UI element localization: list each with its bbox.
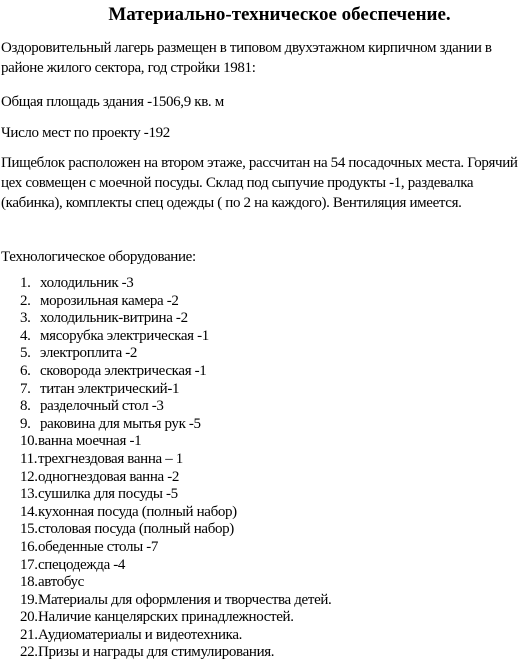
list-item-number: 6. (20, 362, 31, 379)
list-item-number: 12. (20, 468, 38, 485)
list-item-number: 7. (20, 380, 31, 397)
area-paragraph: Общая площадь здания -1506,9 кв. м (1, 94, 224, 110)
equipment-list-item (0, 398, 521, 416)
equipment-list-item (0, 381, 521, 399)
list-item-text: разделочный стол -3 (40, 398, 164, 415)
list-item-text: морозильная камера -2 (40, 292, 179, 309)
list-item-number: 10. (20, 433, 38, 450)
list-item-number: 9. (20, 415, 31, 432)
list-item-text: холодильник -3 (40, 275, 134, 291)
list-item-number: 13. (20, 486, 38, 503)
equipment-heading: Технологическое оборудование: (1, 249, 196, 265)
equipment-list-item (0, 574, 521, 592)
list-item-text: обеденные столы -7 (38, 538, 159, 555)
food-block-paragraph: Пищеблок расположен на втором этаже, рассчитан на 54 посадочных места. Горячий цех совмещен с моечной посуды. Склад под сыпучие продукты -1, раздевалка (кабинка), комплекты спец одежды ( по 2 на каждого). Вентиляция имеется. (1, 155, 518, 211)
list-item-number: 5. (20, 345, 31, 362)
list-item-number: 1. (20, 275, 31, 291)
list-item-number: 20. (20, 609, 38, 626)
list-item-text: Материалы для оформления и творчества детей. (38, 591, 332, 608)
list-item-text: спецодежда -4 (38, 556, 126, 573)
equipment-list-item (0, 627, 521, 645)
equipment-list-item (0, 539, 521, 557)
list-item-number: 8. (20, 398, 31, 415)
equipment-list-item (0, 328, 521, 346)
equipment-list-item (0, 592, 521, 610)
equipment-list-item (0, 486, 521, 504)
list-item-text: Наличие канцелярских принадлежностей. (38, 609, 294, 626)
equipment-list-item (0, 433, 521, 451)
list-item-number: 15. (20, 521, 38, 538)
equipment-list (0, 275, 521, 662)
list-item-text: ванна моечная -1 (38, 433, 142, 450)
equipment-list-item (0, 557, 521, 575)
equipment-list-item (0, 469, 521, 487)
equipment-list-item (0, 609, 521, 627)
list-item-number: 16. (20, 538, 38, 555)
list-item-text: кухонная посуда (полный набор) (38, 503, 237, 520)
equipment-list-item (0, 451, 521, 469)
equipment-list-item (0, 310, 521, 328)
list-item-text: сковорода электрическая -1 (40, 362, 207, 379)
seats-paragraph: Число мест по проекту -192 (1, 125, 170, 141)
equipment-list-item (0, 363, 521, 381)
list-item-text: столовая посуда (полный набор) (38, 521, 234, 538)
list-item-number: 21. (20, 626, 38, 643)
equipment-list-item (0, 504, 521, 522)
list-item-text: Аудиоматериалы и видеотехника. (38, 626, 243, 643)
list-item-number: 14. (20, 503, 38, 520)
list-item-number: 4. (20, 327, 31, 344)
list-item-text: холодильник-витрина -2 (40, 310, 188, 327)
list-item-text: автобус (38, 574, 84, 591)
list-item-number: 22. (20, 644, 38, 661)
list-item-number: 3. (20, 310, 31, 327)
list-item-number: 18. (20, 574, 38, 591)
list-item-text: сушилка для посуды -5 (38, 486, 178, 503)
list-item-number: 11. (20, 450, 38, 467)
list-item-text: раковина для мытья рук -5 (40, 415, 201, 432)
list-item-text: титан электрический-1 (40, 380, 180, 397)
list-item-number: 17. (20, 556, 38, 573)
list-item-text: электроплита -2 (40, 345, 138, 362)
list-item-number: 19. (20, 591, 38, 608)
equipment-list-item (0, 275, 521, 293)
document-title: Материально-техническое обеспечение. (108, 4, 451, 25)
list-item-text: Призы и награды для стимулирования. (38, 644, 275, 661)
list-item-text: мясорубка электрическая -1 (40, 327, 209, 344)
equipment-list-item (0, 345, 521, 363)
list-item-text: одногнездовая ванна -2 (38, 468, 180, 485)
equipment-list-item (0, 521, 521, 539)
equipment-list-item (0, 293, 521, 311)
equipment-list-item (0, 644, 521, 662)
list-item-text: трехгнездовая ванна – 1 (38, 450, 183, 467)
intro-paragraph: Оздоровительный лагерь размещен в типовом двухэтажном кирпичном здании в районе жилого сектора, год стройки 1981: (1, 40, 492, 76)
list-item-number: 2. (20, 292, 31, 309)
equipment-list-item (0, 416, 521, 434)
